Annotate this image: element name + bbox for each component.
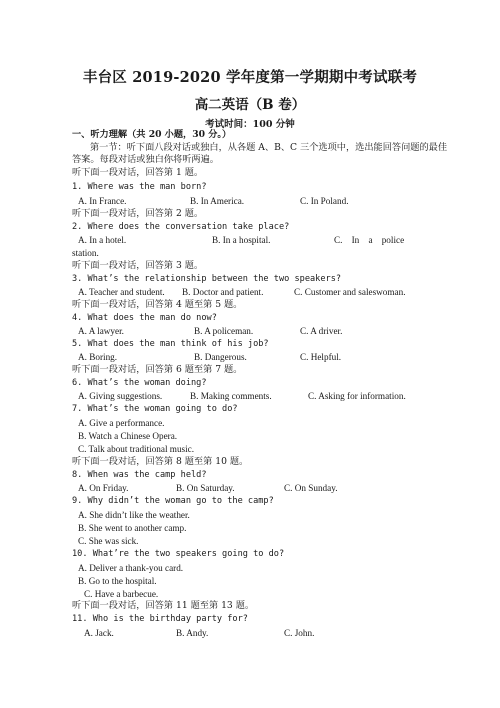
option-3c: C. Customer and saleswoman. [294, 287, 406, 297]
option-5c: C. Helpful. [300, 352, 342, 362]
option-3a: A. Teacher and student. [78, 287, 165, 297]
option-7c: C. Talk about traditional music. [78, 444, 195, 454]
option-9a: A. She didn’t like the weather. [78, 510, 190, 520]
option-6b: B. Making comments. [190, 391, 272, 401]
option-9b: B. She went to another camp. [78, 523, 187, 533]
option-9c: C. She was sick. [78, 536, 139, 546]
question-9: 9. Why didn’t the woman go to the camp? [72, 496, 274, 506]
question-1: 1. Where was the man born? [72, 182, 207, 192]
option-7b: B. Watch a Chinese Opera. [78, 431, 178, 441]
option-7a: A. Give a performance. [78, 418, 165, 428]
option-8b: B. On Saturday. [176, 483, 235, 493]
question-2: 2. Where does the conversation take place? [72, 222, 290, 232]
option-6a: A. Giving suggestions. [78, 391, 163, 401]
instruction-q2: 听下面一段对话，回答第 2 题。 [72, 208, 204, 219]
option-2b: B. In a hospital. [212, 235, 271, 245]
section-heading: 一、听力理解（共 20 小题，30 分。） [72, 129, 232, 140]
option-8c: C. On Sunday. [284, 483, 338, 493]
question-6: 6. What’s the woman doing? [72, 378, 207, 388]
option-5b: B. Dangerous. [194, 352, 247, 362]
section-intro-line2: 答案。每段对话或独白你将听两遍。 [72, 154, 219, 165]
option-4c: C. A driver. [300, 326, 343, 336]
exam-title: 丰台区 2019-2020 学年度第一学期期中考试联考 [82, 69, 418, 86]
option-11b: B. Andy. [176, 628, 209, 638]
instruction-q8-10: 听下面一段对话，回答第 8 题至第 10 题。 [72, 456, 249, 467]
question-7: 7. What’s the woman going to do? [72, 404, 238, 414]
option-4b: B. A policeman. [194, 326, 254, 336]
exam-subtitle: 高二英语（B 卷） [194, 97, 306, 113]
instruction-q6-7: 听下面一段对话，回答第 6 题至第 7 题。 [72, 364, 243, 375]
option-10c: C. Have a barbecue. [84, 589, 159, 599]
question-8: 8. When was the camp held? [72, 470, 207, 480]
option-10b: B. Go to the hospital. [78, 576, 157, 586]
question-11: 11. Who is the birthday party for? [72, 614, 248, 624]
option-3b: B. Doctor and patient. [182, 287, 264, 297]
instruction-q1: 听下面一段对话，回答第 1 题。 [72, 167, 204, 178]
option-2c-continued: station. [72, 248, 99, 258]
option-5a: A. Boring. [78, 352, 118, 362]
option-1a: A. In France. [78, 196, 127, 206]
option-11c: C. John. [284, 628, 315, 638]
option-1c: C. In Poland. [300, 196, 349, 206]
question-5: 5. What does the man think of his job? [72, 339, 269, 349]
instruction-q4-5: 听下面一段对话，回答第 4 题至第 5 题。 [72, 299, 243, 310]
question-3: 3. What’s the relationship between the two speakers? [72, 274, 342, 284]
option-1b: B. In America. [190, 196, 245, 206]
option-2a: A. In a hotel. [78, 235, 127, 245]
option-8a: A. On Friday. [78, 483, 129, 493]
section-intro-line1: 第一节：听下面八段对话或独白，从各题 A、B、C 三个选项中，选出能回答问题的最佳 [90, 142, 448, 153]
option-4a: A. A lawyer. [78, 326, 124, 336]
instruction-q3: 听下面一段对话，回答第 3 题。 [72, 260, 204, 271]
question-4: 4. What does the man do now? [72, 313, 217, 323]
option-10a: A. Deliver a thank-you card. [78, 563, 184, 573]
question-10: 10. What’re the two speakers going to do? [72, 549, 285, 559]
option-11a: A. Jack. [84, 628, 114, 638]
instruction-q11-13: 听下面一段对话，回答第 11 题至第 13 题。 [72, 600, 255, 611]
option-6c: C. Asking for information. [308, 391, 406, 401]
exam-time: 考试时间：100 分钟 [205, 119, 295, 130]
option-2c: C. In a police [334, 235, 405, 245]
